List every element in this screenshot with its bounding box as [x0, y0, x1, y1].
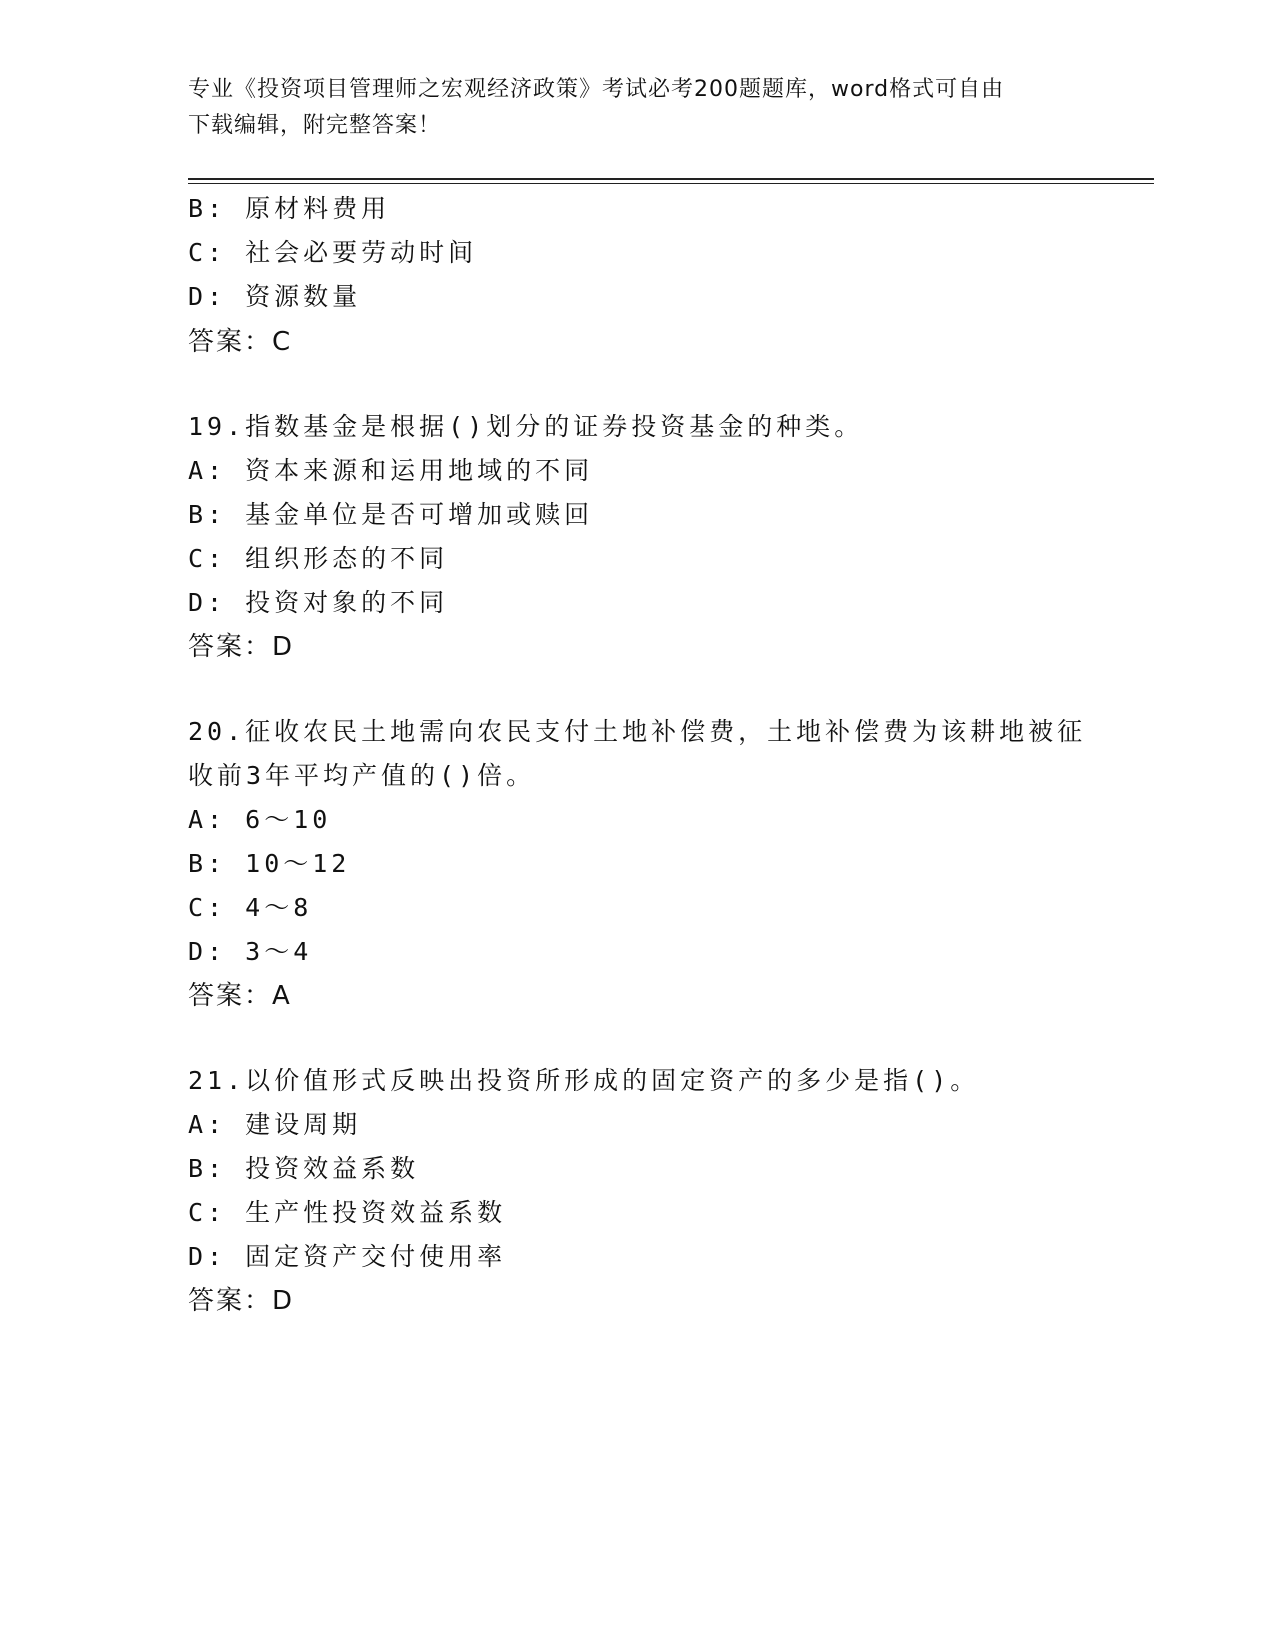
- option-a: A: 6～10: [188, 805, 332, 834]
- option-b: B: 基金单位是否可增加或赎回: [188, 500, 594, 529]
- header-line-1: 专业《投资项目管理师之宏观经济政策》考试必考200题题库，word格式可自由: [188, 77, 1005, 102]
- option-d: D: 资源数量: [188, 282, 362, 311]
- question-19-stem: 19.指数基金是根据()划分的证券投资基金的种类。: [188, 412, 864, 441]
- document-header: [188, 72, 1068, 144]
- option-b: B: 10～12: [188, 849, 351, 878]
- question-20-stem-line-2: 收前3年平均产值的()倍。: [188, 761, 536, 790]
- question-21-stem: 21.以价值形式反映出投资所形成的固定资产的多少是指()。: [188, 1066, 980, 1095]
- answer-line: 答案：D: [188, 1286, 295, 1316]
- header-line-2: 下载编辑，附完整答案！: [188, 113, 442, 138]
- option-b: B: 原材料费用: [188, 194, 391, 223]
- question-20-stem-line-1: 20.征收农民土地需向农民支付土地补偿费，土地补偿费为该耕地被征: [188, 717, 1087, 746]
- option-d: D: 固定资产交付使用率: [188, 1242, 507, 1271]
- option-a: A: 资本来源和运用地域的不同: [188, 456, 594, 485]
- header-rule: [188, 178, 1154, 180]
- answer-line: 答案：C: [188, 327, 293, 357]
- answer-line: 答案：D: [188, 632, 295, 662]
- option-c: C: 4～8: [188, 893, 313, 922]
- option-c: C: 社会必要劳动时间: [188, 238, 478, 267]
- header-rule-thin: [188, 183, 1154, 184]
- option-c: C: 生产性投资效益系数: [188, 1198, 507, 1227]
- option-c: C: 组织形态的不同: [188, 544, 449, 573]
- option-a: A: 建设周期: [188, 1110, 362, 1139]
- answer-line: 答案：A: [188, 981, 292, 1011]
- option-b: B: 投资效益系数: [188, 1154, 420, 1183]
- option-d: D: 投资对象的不同: [188, 588, 449, 617]
- option-d: D: 3～4: [188, 937, 313, 966]
